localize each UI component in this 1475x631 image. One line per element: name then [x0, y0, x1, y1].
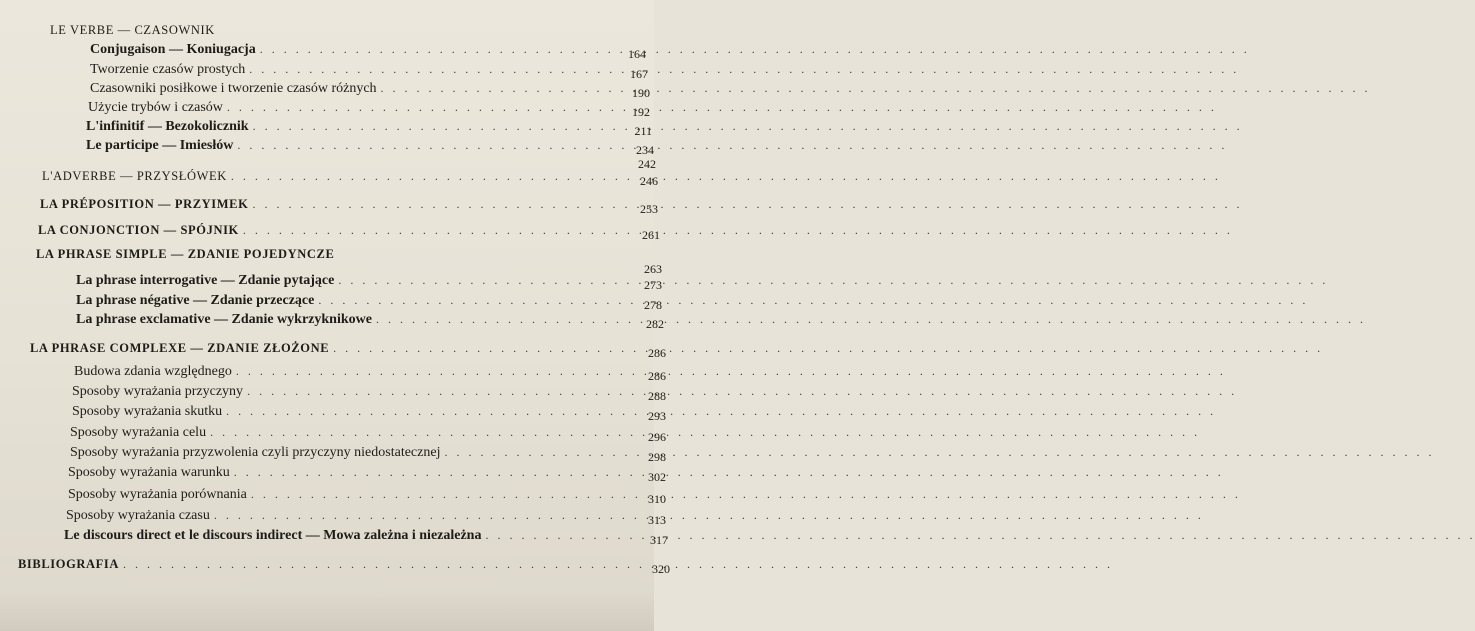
toc-label: Tworzenie czasów prostych — [90, 62, 246, 77]
toc-label: LA CONJONCTION — SPÓJNIK — [38, 223, 239, 237]
toc-entry-exclamative — [76, 311, 664, 331]
leader-dots — [210, 424, 1200, 440]
toc-page-number: 298 — [648, 450, 666, 464]
leader-dots — [214, 507, 1204, 523]
toc-label: LA PHRASE SIMPLE — ZDANIE POJEDYNCZE — [36, 247, 335, 261]
page-shadow — [0, 591, 654, 631]
toc-label: LA PHRASE COMPLEXE — ZDANIE ZŁOŻONE — [30, 341, 330, 355]
leader-dots — [123, 556, 1113, 572]
toc-label: La phrase négative — Zdanie przeczące — [76, 293, 315, 308]
leader-dots — [318, 292, 1308, 308]
toc-entry-przyzwolenia — [70, 444, 666, 464]
toc-page-number: 288 — [648, 389, 666, 403]
toc-entry-czasu — [66, 507, 666, 527]
toc-label: Sposoby wyrażania przyzwolenia czyli przyczyny niedostatecznej — [70, 445, 441, 460]
toc-entry-discours — [64, 527, 668, 547]
toc-entry-infinitif — [86, 118, 652, 138]
leader-dots — [338, 272, 1328, 288]
toc-page-number: 302 — [648, 470, 666, 484]
toc-entry-posilkowe — [90, 80, 650, 100]
toc-label: La phrase interrogative — Zdanie pytające — [76, 273, 335, 288]
toc-label: Le discours direct et le discours indirect — Mowa zależna i niezależna — [64, 528, 482, 543]
toc-label: Użycie trybów i czasów — [88, 100, 223, 115]
leader-dots — [236, 363, 1226, 379]
toc-page-number: 242 — [638, 157, 656, 171]
toc-page-number: 320 — [652, 562, 670, 576]
toc-label: Budowa zdania względnego — [74, 364, 232, 379]
leader-dots — [376, 311, 1366, 327]
toc-page-number: 310 — [648, 492, 666, 506]
toc-section-verbe — [50, 22, 610, 38]
toc-page-number: 190 — [632, 86, 650, 100]
toc-section-phrase-simple — [36, 246, 596, 262]
leader-dots — [252, 196, 1242, 212]
toc-label: La phrase exclamative — Zdanie wykrzyknikowe — [76, 312, 372, 327]
toc-label: Sposoby wyrażania warunku — [68, 465, 230, 480]
leader-dots — [444, 444, 1434, 460]
toc-section-bibliografia — [18, 556, 670, 576]
leader-dots — [260, 41, 1250, 57]
toc-page-number: 234 — [636, 143, 654, 157]
toc-label: Le participe — Imiesłów — [86, 138, 234, 153]
leader-dots — [237, 137, 1227, 153]
leader-dots — [243, 222, 1233, 238]
toc-label: LE VERBE — CZASOWNIK — [50, 23, 215, 37]
toc-page-number: 167 — [630, 67, 648, 81]
toc-label: Conjugaison — Koniugacja — [90, 42, 256, 57]
leader-dots — [247, 383, 1237, 399]
toc-section-conjonction — [38, 222, 660, 242]
toc-page-number: 286 — [648, 369, 666, 383]
toc-entry-uzycie — [88, 99, 650, 119]
toc-page-number: 313 — [648, 513, 666, 527]
leader-dots — [381, 80, 1371, 96]
toc-label: L'ADVERBE — PRZYSŁÓWEK — [42, 169, 227, 183]
toc-label: Sposoby wyrażania czasu — [66, 508, 210, 523]
leader-dots — [249, 61, 1239, 77]
toc-page-number: 211 — [634, 124, 652, 138]
toc-entry-negative — [76, 292, 662, 312]
toc-label: LA PRÉPOSITION — PRZYIMEK — [40, 197, 249, 211]
leader-dots — [253, 118, 1243, 134]
toc-label: Czasowniki posiłkowe i tworzenie czasów różnych — [90, 81, 377, 96]
toc-label: BIBLIOGRAFIA — [18, 557, 119, 571]
leader-dots — [231, 168, 1221, 184]
leader-dots — [251, 486, 1241, 502]
toc-page-number: 273 — [644, 278, 662, 292]
toc-entry-interrogative — [76, 272, 662, 292]
toc-page-number: 253 — [640, 202, 658, 216]
toc-label: Sposoby wyrażania przyczyny — [72, 384, 244, 399]
leader-dots — [227, 99, 1217, 115]
leader-dots — [485, 527, 1475, 543]
leader-dots — [333, 340, 1323, 356]
toc-entry-celu — [70, 424, 666, 444]
toc-entry-participe — [86, 137, 654, 157]
leader-dots — [234, 464, 1224, 480]
toc-section-adverbe — [42, 168, 658, 188]
toc-label: Sposoby wyrażania celu — [70, 425, 207, 440]
toc-entry-tworzenie — [90, 61, 648, 81]
toc-entry-skutku — [72, 403, 666, 423]
toc-entry-budowa — [74, 363, 666, 383]
toc-page-number: 263 — [644, 262, 662, 276]
toc-page-number: 192 — [632, 105, 650, 119]
toc-page-number: 293 — [648, 409, 666, 423]
toc-section-phrase-complexe — [30, 340, 666, 360]
toc-entry-porownania — [68, 486, 666, 506]
toc-page-number: 296 — [648, 430, 666, 444]
leader-dots — [226, 403, 1216, 419]
toc-page-number: 261 — [642, 228, 660, 242]
toc-page-number: 278 — [644, 298, 662, 312]
toc-page-number: 282 — [646, 317, 664, 331]
toc-entry-conjugaison — [90, 41, 646, 61]
toc-section-preposition — [40, 196, 658, 216]
toc-page — [0, 0, 670, 631]
toc-page-number: 164 — [628, 47, 646, 61]
toc-entry-warunku — [68, 464, 666, 484]
toc-entry-przyczyny — [72, 383, 666, 403]
toc-page-number: 286 — [648, 346, 666, 360]
toc-page-number: 317 — [650, 533, 668, 547]
toc-label: Sposoby wyrażania skutku — [72, 404, 223, 419]
toc-label: L'infinitif — Bezokolicznik — [86, 119, 249, 134]
toc-page-number: 246 — [640, 174, 658, 188]
toc-label: Sposoby wyrażania porównania — [68, 487, 247, 502]
